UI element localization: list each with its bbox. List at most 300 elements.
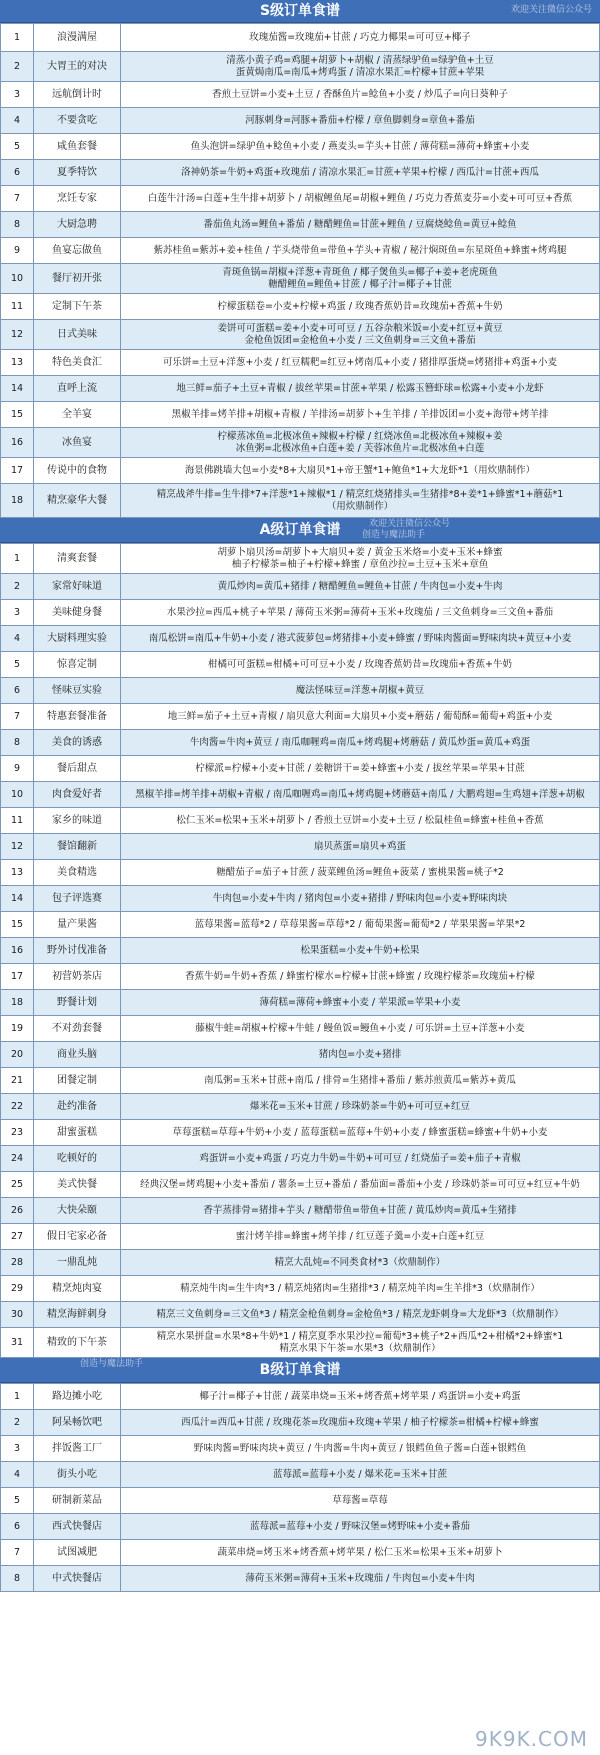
- recipe-line: 猪肉包=小麦+猪排: [318, 1048, 402, 1060]
- recipe-cell: [121, 264, 600, 294]
- recipe-line: 柠檬蛋糕卷=小麦+柠檬+鸡蛋 / 玫瑰香蕉奶昔=玫瑰茄+香蕉+牛奶: [217, 300, 503, 312]
- recipe-cell: [121, 626, 600, 652]
- order-name: 阿呆畅饮吧: [34, 1410, 121, 1436]
- row-number: 12: [1, 320, 34, 350]
- recipe-cell: [121, 484, 600, 518]
- table-row: [1, 212, 600, 238]
- recipe-line: 河豚刺身=河豚+番茄+柠檬 / 章鱼脚刺身=章鱼+番茄: [245, 114, 475, 126]
- recipe-line: （用炊鼎制作）: [326, 500, 394, 512]
- table-row: [1, 1462, 600, 1488]
- row-number: 29: [1, 1276, 34, 1302]
- recipe-cell: [121, 1094, 600, 1120]
- row-number: 21: [1, 1068, 34, 1094]
- order-name: 不对劲套餐: [34, 1016, 121, 1042]
- recipe-cell: [121, 574, 600, 600]
- row-number: 1: [1, 544, 34, 574]
- table-row: [1, 704, 600, 730]
- row-number: 14: [1, 376, 34, 402]
- table-row: [1, 1016, 600, 1042]
- row-number: 8: [1, 1566, 34, 1592]
- table-row: [1, 320, 600, 350]
- recipe-line: 地三鲜=茄子+土豆+青椒 / 扇贝意大利面=大扇贝+小麦+蘑菇 / 葡萄酥=葡萄+鸡蛋+小麦: [167, 710, 553, 722]
- row-number: 7: [1, 186, 34, 212]
- recipe-line: 草莓酱=草莓: [332, 1494, 388, 1506]
- table-row: [1, 886, 600, 912]
- row-number: 15: [1, 402, 34, 428]
- row-number: 14: [1, 886, 34, 912]
- a-rank-section: [0, 518, 600, 1358]
- table-row: [1, 24, 600, 52]
- order-name: 甜蜜蛋糕: [34, 1120, 121, 1146]
- recipe-cell: [121, 1250, 600, 1276]
- row-number: 16: [1, 938, 34, 964]
- table-row: [1, 782, 600, 808]
- recipe-line: 鸡蛋饼=小麦+鸡蛋 / 巧克力牛奶=牛奶+可可豆 / 红烧茄子=姜+茄子+青椒: [199, 1152, 521, 1164]
- row-number: 15: [1, 912, 34, 938]
- recipe-line: 胡萝卜扇贝汤=胡萝卜+大扇贝+姜 / 黄金玉米烙=小麦+玉米+蜂蜜: [217, 546, 503, 558]
- recipe-line: 紫苏桂鱼=紫苏+姜+桂鱼 / 芋头烧带鱼=带鱼+芋头+青椒 / 秘汁焖斑鱼=东星斑鱼+蜂蜜+烤鸡腿: [153, 244, 567, 256]
- recipe-line: 蜜汁烤羊排=蜂蜜+烤羊排 / 红豆莲子羹=小麦+白莲+红豆: [235, 1230, 485, 1242]
- recipe-cell: [121, 376, 600, 402]
- recipe-line: 西瓜汁=西瓜+甘蔗 / 玫瑰花茶=玫瑰茄+玫瑰+苹果 / 柚子柠檬茶=柑橘+柠檬+蜂蜜: [181, 1416, 539, 1428]
- order-name: 街头小吃: [34, 1462, 121, 1488]
- table-row: [1, 1514, 600, 1540]
- order-name: 精致的下午茶: [34, 1328, 121, 1358]
- s-rank-section: [0, 0, 600, 518]
- order-name: 特惠套餐准备: [34, 704, 121, 730]
- recipe-line: 精烹战斧牛排=生牛排*7+洋葱*1+辣椒*1 / 精烹红烧猪排头=生猪排*8+姜*1+蜂蜜*1+蘑菇*1: [156, 488, 564, 500]
- order-name: 家常好味道: [34, 574, 121, 600]
- row-number: 3: [1, 600, 34, 626]
- recipe-line: 水果沙拉=西瓜+桃子+苹果 / 薄荷玉米粥=薄荷+玉米+玫瑰茄 / 三文鱼刺身=三文鱼+番茄: [166, 606, 554, 618]
- order-name: 远航倒计时: [34, 82, 121, 108]
- recipe-cell: [121, 1540, 600, 1566]
- table-row: [1, 1436, 600, 1462]
- table-row: [1, 52, 600, 82]
- recipe-line: 野味肉酱=野味肉块+黄豆 / 牛肉酱=牛肉+黄豆 / 银鳕鱼鱼子酱=白莲+银鳕鱼: [193, 1442, 527, 1454]
- table-row: [1, 1328, 600, 1358]
- recipe-line: 清蒸小黄子鸡=鸡腿+胡萝卜+胡椒 / 清蒸绿驴鱼=绿驴鱼+土豆: [226, 54, 494, 66]
- order-name: 大胃王的对决: [34, 52, 121, 82]
- recipe-cell: [121, 782, 600, 808]
- recipe-cell: [121, 1384, 600, 1410]
- order-name: 浪漫满屋: [34, 24, 121, 52]
- recipe-cell: [121, 912, 600, 938]
- row-number: 2: [1, 574, 34, 600]
- row-number: 12: [1, 834, 34, 860]
- table-row: [1, 990, 600, 1016]
- recipe-table: [0, 1383, 600, 1592]
- order-name: 惊喜定制: [34, 652, 121, 678]
- recipe-cell: [121, 652, 600, 678]
- order-name: 路边摊小吃: [34, 1384, 121, 1410]
- section-title: S级订单食谱: [259, 3, 341, 19]
- row-number: 3: [1, 1436, 34, 1462]
- recipe-line: 经典汉堡=烤鸡腿+小麦+番茄 / 薯条=土豆+番茄 / 番茄面=番茄+小麦 / 珍珠奶茶=可可豆+红豆+牛奶: [140, 1178, 580, 1190]
- row-number: 6: [1, 678, 34, 704]
- recipe-line: 鱼头泡饼=绿驴鱼+鲶鱼+小麦 / 燕麦头=芋头+甘蔗 / 薄荷糕=薄荷+蜂蜜+小麦: [190, 140, 530, 152]
- order-name: 精烹海鲜刺身: [34, 1302, 121, 1328]
- recipe-cell: [121, 108, 600, 134]
- order-name: 餐后甜点: [34, 756, 121, 782]
- recipe-line: 冰鱼粥=北极冰鱼+白莲+姜 / 芙蓉冰鱼片=北极冰鱼+白莲: [235, 442, 485, 454]
- section-title: B级订单食谱: [259, 1362, 341, 1378]
- recipe-cell: [121, 238, 600, 264]
- row-number: 5: [1, 652, 34, 678]
- recipe-cell: [121, 938, 600, 964]
- row-number: 7: [1, 1540, 34, 1566]
- recipe-line: 海景佛跳墙大包=小麦*8+大扇贝*1+帝王蟹*1+鲍鱼*1+大龙虾*1（用炊鼎制作）: [184, 464, 536, 476]
- recipe-cell: [121, 886, 600, 912]
- row-number: 4: [1, 108, 34, 134]
- recipe-cell: [121, 1172, 600, 1198]
- table-row: [1, 1384, 600, 1410]
- recipe-cell: [121, 82, 600, 108]
- table-row: [1, 1488, 600, 1514]
- recipe-line: 南瓜松饼=南瓜+牛奶+小麦 / 港式菠萝包=烤猪排+小麦+蜂蜜 / 野味肉酱面=野味肉块+黄豆+小麦: [148, 632, 572, 644]
- table-row: [1, 834, 600, 860]
- row-number: 17: [1, 964, 34, 990]
- row-number: 6: [1, 160, 34, 186]
- row-number: 26: [1, 1198, 34, 1224]
- recipe-line: 黑椒羊排=烤羊排+胡椒+青椒 / 羊排汤=胡萝卜+生羊排 / 羊排饭团=小麦+海带+烤羊排: [171, 408, 549, 420]
- order-name: 家乡的味道: [34, 808, 121, 834]
- row-number: 4: [1, 1462, 34, 1488]
- table-row: [1, 82, 600, 108]
- row-number: 9: [1, 756, 34, 782]
- table-row: [1, 1224, 600, 1250]
- order-name: 清爽套餐: [34, 544, 121, 574]
- order-name: 试图减肥: [34, 1540, 121, 1566]
- row-number: 27: [1, 1224, 34, 1250]
- table-row: [1, 186, 600, 212]
- row-number: 16: [1, 428, 34, 458]
- row-number: 3: [1, 82, 34, 108]
- row-number: 25: [1, 1172, 34, 1198]
- recipe-line: 椰子汁=椰子+甘蔗 / 蔬菜串烧=玉米+烤香蕉+烤苹果 / 鸡蛋饼=小麦+鸡蛋: [199, 1390, 521, 1402]
- recipe-line: 蛋黄焗南瓜=南瓜+烤鸡蛋 / 清凉水果汇=柠檬+甘蔗+苹果: [235, 66, 485, 78]
- recipe-cell: [121, 730, 600, 756]
- order-name: 美式快餐: [34, 1172, 121, 1198]
- recipe-line: 松仁玉米=松果+玉米+胡萝卜 / 香煎土豆饼=小麦+土豆 / 松鼠桂鱼=蜂蜜+桂鱼+香蕉: [176, 814, 544, 826]
- recipe-cell: [121, 834, 600, 860]
- order-name: 大厨急聘: [34, 212, 121, 238]
- order-name: 冰鱼宴: [34, 428, 121, 458]
- recipe-cell: [121, 1146, 600, 1172]
- row-number: 5: [1, 1488, 34, 1514]
- order-name: 西式快餐店: [34, 1514, 121, 1540]
- row-number: 18: [1, 990, 34, 1016]
- recipe-cell: [121, 678, 600, 704]
- order-name: 美味健身餐: [34, 600, 121, 626]
- recipe-cell: [121, 990, 600, 1016]
- table-row: [1, 376, 600, 402]
- table-row: [1, 1540, 600, 1566]
- recipe-line: 姜饼可可蛋糕=姜+小麦+可可豆 / 五谷杂粮米饭=小麦+红豆+黄豆: [217, 322, 503, 334]
- row-number: 1: [1, 24, 34, 52]
- order-name: 日式美味: [34, 320, 121, 350]
- table-row: [1, 912, 600, 938]
- row-number: 22: [1, 1094, 34, 1120]
- row-number: 11: [1, 294, 34, 320]
- recipe-cell: [121, 212, 600, 238]
- recipe-cell: [121, 1198, 600, 1224]
- recipe-line: 黄瓜炒肉=黄瓜+猪排 / 糖醋鲤鱼=鲤鱼+甘蔗 / 牛肉包=小麦+牛肉: [217, 580, 503, 592]
- table-row: [1, 1198, 600, 1224]
- order-name: 夏季特饮: [34, 160, 121, 186]
- row-number: 2: [1, 52, 34, 82]
- order-name: 野外讨伐准备: [34, 938, 121, 964]
- recipe-cell: [121, 704, 600, 730]
- recipe-cell: [121, 1302, 600, 1328]
- recipe-cell: [121, 402, 600, 428]
- order-name: 美食的诱惑: [34, 730, 121, 756]
- order-name: 一鼎乱炖: [34, 1250, 121, 1276]
- row-number: 8: [1, 730, 34, 756]
- row-number: 10: [1, 782, 34, 808]
- recipe-cell: [121, 860, 600, 886]
- row-number: 9: [1, 238, 34, 264]
- table-row: [1, 964, 600, 990]
- row-number: 30: [1, 1302, 34, 1328]
- table-row: [1, 756, 600, 782]
- row-number: 8: [1, 212, 34, 238]
- table-row: [1, 574, 600, 600]
- section-header: [0, 0, 600, 23]
- row-number: 20: [1, 1042, 34, 1068]
- table-row: [1, 860, 600, 886]
- order-name: 野餐计划: [34, 990, 121, 1016]
- table-row: [1, 626, 600, 652]
- recipe-line: 南瓜粥=玉米+甘蔗+南瓜 / 排骨=生猪排+番茄 / 紫苏煎黄瓜=紫苏+黄瓜: [204, 1074, 516, 1086]
- table-row: [1, 1410, 600, 1436]
- table-row: [1, 1146, 600, 1172]
- recipe-cell: [121, 756, 600, 782]
- recipe-cell: [121, 320, 600, 350]
- order-name: 特色美食汇: [34, 350, 121, 376]
- section-header: [0, 1358, 600, 1383]
- table-row: [1, 458, 600, 484]
- recipe-cell: [121, 160, 600, 186]
- recipe-line: 黑椒羊排=烤羊排+胡椒+青椒 / 南瓜咖喱鸡=南瓜+烤鸡腿+烤蘑菇+南瓜 / 大鹏鸡翅=生鸡翅+洋葱+胡椒: [135, 788, 585, 800]
- recipe-line: 蓝莓派=蓝莓+小麦 / 野味汉堡=烤野味+小麦+番茄: [249, 1520, 471, 1532]
- table-row: [1, 428, 600, 458]
- recipe-cell: [121, 1566, 600, 1592]
- row-number: 31: [1, 1328, 34, 1358]
- recipe-line: 柠檬派=柠檬+小麦+甘蔗 / 姜糖饼干=姜+蜂蜜+小麦 / 拔丝苹果=苹果+甘蔗: [195, 762, 525, 774]
- row-number: 28: [1, 1250, 34, 1276]
- recipe-cell: [121, 600, 600, 626]
- recipe-cell: [121, 808, 600, 834]
- recipe-line: 草莓蛋糕=草莓+牛奶+小麦 / 蓝莓蛋糕=蓝莓+牛奶+小麦 / 蜂蜜蛋糕=蜂蜜+牛奶+小麦: [172, 1126, 548, 1138]
- order-name: 精烹炖肉宴: [34, 1276, 121, 1302]
- table-row: [1, 1276, 600, 1302]
- row-number: 19: [1, 1016, 34, 1042]
- row-number: 11: [1, 808, 34, 834]
- table-row: [1, 264, 600, 294]
- recipe-line: 柑橘可可蛋糕=柑橘+可可豆+小麦 / 玫瑰香蕉奶昔=玫瑰茄+香蕉+牛奶: [207, 658, 512, 670]
- recipe-table: [0, 543, 600, 1358]
- recipe-line: 松果蛋糕=小麦+牛奶+松果: [300, 944, 420, 956]
- order-name: 拌饭酱工厂: [34, 1436, 121, 1462]
- recipe-cell: [121, 1120, 600, 1146]
- section-header: [0, 518, 600, 543]
- recipe-line: 地三鲜=茄子+土豆+青椒 / 拔丝苹果=甘蔗+苹果 / 松露玉簪虾球=松露+小麦+小龙虾: [176, 382, 544, 394]
- recipe-line: 魔法怪味豆=洋葱+胡椒+黄豆: [295, 684, 425, 696]
- recipe-line: 香煎土豆饼=小麦+土豆 / 香酥鱼片=鲶鱼+小麦 / 炒瓜子=向日葵种子: [212, 88, 508, 100]
- row-number: 23: [1, 1120, 34, 1146]
- recipe-cell: [121, 428, 600, 458]
- table-row: [1, 160, 600, 186]
- order-name: 不要贪吃: [34, 108, 121, 134]
- recipe-cell: [121, 1488, 600, 1514]
- table-row: [1, 1068, 600, 1094]
- recipe-cell: [121, 1042, 600, 1068]
- table-row: [1, 1566, 600, 1592]
- recipe-line: 藤椒牛蛙=胡椒+柠檬+牛蛙 / 鳗鱼饭=鳗鱼+小麦 / 可乐饼=土豆+洋葱+小麦: [195, 1022, 525, 1034]
- recipe-line: 可乐饼=土豆+洋葱+小麦 / 红豆糯粑=红豆+烤南瓜+小麦 / 猪排厚蛋烧=烤猪排+鸡蛋+小麦: [162, 356, 558, 368]
- table-row: [1, 484, 600, 518]
- row-number: 1: [1, 1384, 34, 1410]
- row-number: 17: [1, 458, 34, 484]
- recipe-line: 柚子柠檬茶=柚子+柠檬+蜂蜜 / 章鱼沙拉=土豆+玉米+章鱼: [231, 558, 489, 570]
- row-number: 24: [1, 1146, 34, 1172]
- row-number: 4: [1, 626, 34, 652]
- recipe-line: 薄荷玉米粥=薄荷+玉米+玫瑰茄 / 牛肉包=小麦+牛肉: [245, 1572, 475, 1584]
- table-row: [1, 1042, 600, 1068]
- recipe-line: 精烹大乱炖=不同类食材*3（炊鼎制作）: [274, 1256, 446, 1268]
- section-title: A级订单食谱: [259, 522, 341, 538]
- order-name: 烹饪专家: [34, 186, 121, 212]
- order-name: 餐馆翻新: [34, 834, 121, 860]
- row-number: 6: [1, 1514, 34, 1540]
- recipe-line: 牛肉酱=牛肉+黄豆 / 南瓜咖喱鸡=南瓜+烤鸡腿+烤蘑菇 / 黄瓜炒蛋=黄瓜+鸡蛋: [189, 736, 531, 748]
- table-row: [1, 808, 600, 834]
- recipe-cell: [121, 52, 600, 82]
- recipe-cell: [121, 1410, 600, 1436]
- recipe-line: 精烹三文鱼刺身=三文鱼*3 / 精烹金枪鱼刺身=金枪鱼*3 / 精烹龙虾刺身=大龙虾*3（炊鼎制作）: [156, 1308, 564, 1320]
- table-row: [1, 544, 600, 574]
- table-row: [1, 1302, 600, 1328]
- recipe-line: 精烹炖牛肉=生牛肉*3 / 精烹炖猪肉=生猪排*3 / 精烹炖羊肉=生羊排*3（炊鼎制作）: [180, 1282, 540, 1294]
- table-row: [1, 238, 600, 264]
- recipe-table: [0, 23, 600, 518]
- order-name: 包子评选赛: [34, 886, 121, 912]
- recipe-cell: [121, 1514, 600, 1540]
- table-row: [1, 1094, 600, 1120]
- order-name: 传说中的食物: [34, 458, 121, 484]
- recipe-cell: [121, 1068, 600, 1094]
- recipe-line: 香蕉牛奶=牛奶+香蕉 / 蜂蜜柠檬水=柠檬+甘蔗+蜂蜜 / 玫瑰柠檬茶=玫瑰茄+柠檬: [185, 970, 535, 982]
- recipe-line: 糖醋茄子=茄子+甘蔗 / 菠菜鲤鱼汤=鲤鱼+菠菜 / 蜜桃果酱=桃子*2: [216, 866, 504, 878]
- recipe-cell: [121, 350, 600, 376]
- recipe-line: 青斑鱼锅=胡椒+洋葱+青斑鱼 / 椰子煲鱼头=椰子+姜+老虎斑鱼: [222, 266, 498, 278]
- order-name: 美食精选: [34, 860, 121, 886]
- order-name: 假日宅家必备: [34, 1224, 121, 1250]
- recipe-line: 糖醋鲤鱼=鲤鱼+甘蔗 / 椰子汁=椰子+甘蔗: [268, 278, 452, 290]
- row-number: 10: [1, 264, 34, 294]
- recipe-line: 洛神奶茶=牛奶+鸡蛋+玫瑰茄 / 清凉水果汇=甘蔗+苹果+柠檬 / 西瓜汁=甘蔗+西瓜: [181, 166, 539, 178]
- watermark-text: 欢迎关注微信公众号: [368, 519, 450, 529]
- recipe-line: 薄荷糕=薄荷+蜂蜜+小麦 / 苹果派=苹果+小麦: [259, 996, 461, 1008]
- table-row: [1, 678, 600, 704]
- recipe-cell: [121, 1436, 600, 1462]
- recipe-line: 牛肉包=小麦+牛肉 / 猪肉包=小麦+猪排 / 野味肉包=小麦+野味肉块: [212, 892, 508, 904]
- order-name: 精烹豪华大餐: [34, 484, 121, 518]
- recipe-line: 扇贝蒸蛋=扇贝+鸡蛋: [314, 840, 406, 852]
- order-name: 大厨料理实验: [34, 626, 121, 652]
- recipe-line: 番茄鱼丸汤=鲤鱼+番茄 / 糖醋鲤鱼=甘蔗+鲤鱼 / 豆腐烧鲶鱼=黄豆+鲶鱼: [203, 218, 517, 230]
- recipe-line: 金枪鱼饭团=金枪鱼+小麦 / 三文鱼刺身=三文鱼+番茄: [244, 334, 476, 346]
- recipe-line: 精烹水果下午茶=水果*3（炊鼎制作）: [279, 1342, 441, 1354]
- recipe-cell: [121, 186, 600, 212]
- order-name: 直呼上流: [34, 376, 121, 402]
- order-name: 初营奶茶店: [34, 964, 121, 990]
- order-name: 量产果酱: [34, 912, 121, 938]
- watermark-text: 欢迎关注微信公众号: [510, 5, 592, 15]
- order-name: 咸鱼套餐: [34, 134, 121, 160]
- row-number: 13: [1, 350, 34, 376]
- table-row: [1, 350, 600, 376]
- b-rank-section: [0, 1358, 600, 1592]
- recipe-line: 蔬菜串烧=烤玉米+烤香蕉+烤苹果 / 松仁玉米=松果+玉米+胡萝卜: [217, 1546, 503, 1558]
- table-row: [1, 600, 600, 626]
- row-number: 13: [1, 860, 34, 886]
- order-name: 怪味豆实验: [34, 678, 121, 704]
- recipe-cell: [121, 134, 600, 160]
- order-name: 中式快餐店: [34, 1566, 121, 1592]
- order-name: 定制下午茶: [34, 294, 121, 320]
- order-name: 赴约准备: [34, 1094, 121, 1120]
- table-row: [1, 938, 600, 964]
- order-name: 研制新菜品: [34, 1488, 121, 1514]
- order-name: 全羊宴: [34, 402, 121, 428]
- table-row: [1, 108, 600, 134]
- recipe-line: 白莲牛汁汤=白莲+生牛排+胡萝卜 / 胡椒鲤鱼尾=胡椒+鲤鱼 / 巧克力香蕉麦芬=小麦+可可豆+香蕉: [147, 192, 573, 204]
- table-row: [1, 730, 600, 756]
- recipe-cell: [121, 1276, 600, 1302]
- site-watermark: 9K9K.COM: [475, 1727, 588, 1751]
- watermark-subtext: 创造与魔法助手: [361, 530, 425, 540]
- watermark-subtext: 创造与魔法助手: [80, 1359, 144, 1369]
- recipe-line: 精烹水果拼盘=水果*8+牛奶*1 / 精烹夏季水果沙拉=葡萄*3+桃子*2+西瓜*2+柑橘*2+蜂蜜*1: [156, 1330, 564, 1342]
- recipe-cell: [121, 24, 600, 52]
- table-row: [1, 1120, 600, 1146]
- order-name: 餐厅初开张: [34, 264, 121, 294]
- recipe-line: 玫瑰茄酱=玫瑰茄+甘蔗 / 巧克力椰果=可可豆+椰子: [249, 31, 471, 43]
- table-row: [1, 294, 600, 320]
- recipe-cell: [121, 1328, 600, 1358]
- recipe-cell: [121, 294, 600, 320]
- recipe-cell: [121, 1224, 600, 1250]
- row-number: 18: [1, 484, 34, 518]
- recipe-cell: [121, 1016, 600, 1042]
- order-name: 肉食爱好者: [34, 782, 121, 808]
- table-row: [1, 402, 600, 428]
- row-number: 7: [1, 704, 34, 730]
- recipe-line: 柠檬蒸冰鱼=北极冰鱼+辣椒+柠檬 / 红烧冰鱼=北极冰鱼+辣椒+姜: [217, 430, 503, 442]
- table-row: [1, 1250, 600, 1276]
- recipe-cell: [121, 544, 600, 574]
- order-name: 鱼宴忘做鱼: [34, 238, 121, 264]
- recipe-cell: [121, 1462, 600, 1488]
- row-number: 2: [1, 1410, 34, 1436]
- recipe-line: 香芋蒸排骨=猪排+芋头 / 糖醋带鱼=带鱼+甘蔗 / 黄瓜炒肉=黄瓜+生猪排: [203, 1204, 517, 1216]
- order-name: 大快朵颐: [34, 1198, 121, 1224]
- table-row: [1, 134, 600, 160]
- table-row: [1, 652, 600, 678]
- recipe-line: 蓝莓派=蓝莓+小麦 / 爆米花=玉米+甘蔗: [272, 1468, 448, 1480]
